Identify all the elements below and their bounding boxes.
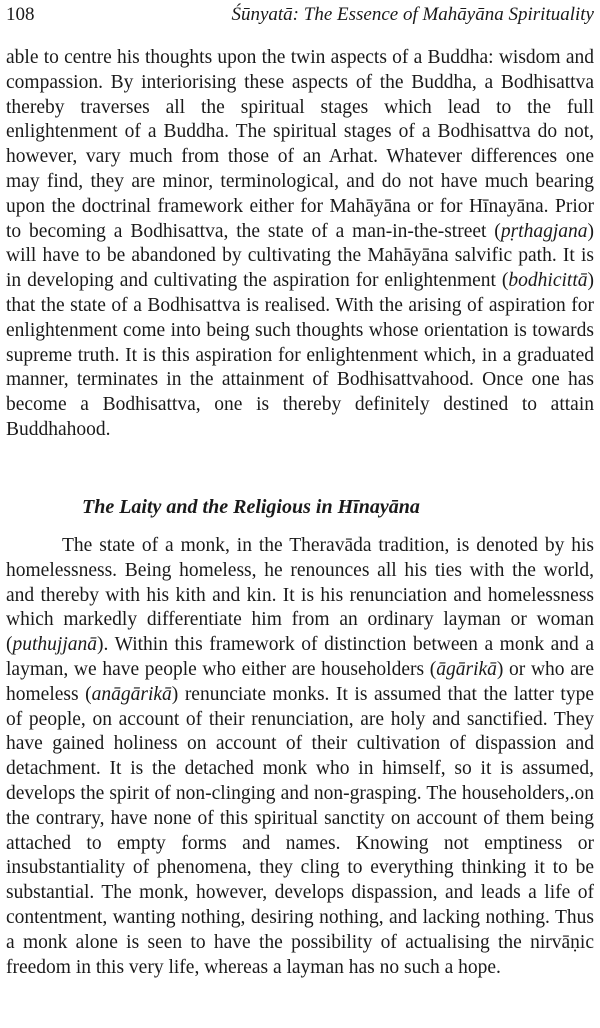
paragraph-text: ) renunciate monks. It is assumed that the latter type of people, on account of their renunciation, are holy and sanctified. They have gained holiness on account of their cultivation of dispassion and detachment. It is the detached monk who in himself, so it is assumed, develops the spirit of non-clinging and non-grasping. The householders,.on the contrary, have none of this spiritual sanctity on account of them being attached to empty forms and names. Knowing not emptiness or insubstantiality of phenomena, they cling to everything thinking it to be substantial. The monk, however, develops dispassion, and leads a life of contentment, wanting nothing, desiring nothing, and lacking nothing. Thus a monk alone is seen to have the possibility of actualising the nirvāṇic freedom in this very life, whereas a layman has no such a hope. xyxy=(6,683,594,978)
running-head xyxy=(6,3,594,27)
paragraph-text: ) or who are homeless ( xyxy=(6,658,595,705)
paragraph-monk-and-layman xyxy=(6,534,594,980)
term-puthujjana: puthujjanā xyxy=(12,634,98,656)
paragraph-text: ) that the state of a Bodhisattva is realised. With the arising of aspiration for enlightenment come into being such thoughts whose orientation is towards supreme truth. It is this aspiration for enlightenment which, in a graduated manner, terminates in the attainment of Bodhisattvahood. Once one has become a Bodhisattva, one is thereby definitely destined to attain Buddhahood. xyxy=(6,270,594,440)
section-heading: The Laity and the Religious in Hīnayāna xyxy=(82,496,420,518)
paragraph-text: The state of a monk, in the Theravāda tradition, is denoted by his homelessness. Being homeless, he renounces all his ties with the world, and thereby with his kith and kin. It is his renunciation and homelessness which markedly differentiate him from an ordinary layman or woman ( xyxy=(6,535,594,656)
paragraph-bodhisattva-stages xyxy=(6,46,594,443)
term-prthagjana: pṛthagjana xyxy=(500,220,588,242)
paragraph-text: ). Within this framework of distinction between a monk and a layman, we have people who either are householders ( xyxy=(6,634,594,680)
running-title: Śūnyatā: The Essence of Mahāyāna Spirituality xyxy=(231,4,594,25)
term-agarika: āgārikā xyxy=(436,658,497,680)
paragraph-text: ) will have to be abandoned by cultivating the Mahāyāna salvific path. It is in developing and cultivating the aspiration for enlightenment ( xyxy=(6,220,594,292)
term-bodhicitta: bodhicittā xyxy=(508,270,588,292)
paragraph-text: able to centre his thoughts upon the twin aspects of a Buddha: wisdom and compassion. By interiorising these aspects of the Buddha, a Bodhisattva thereby traverses all the spiritual stages which lead to the full enlightenment of a Buddha. The spiritual stages of a Bodhisattva do not, however, vary much from those of an Arhat. Whatever differences one may find, they are minor, terminological, and do not have much bearing upon the doctrinal framework either for Mahāyāna or for Hīnayāna. Prior to becoming a Bodhisattva, the state of a man-in-the-street ( xyxy=(6,47,594,242)
page-number: 108 xyxy=(6,4,35,25)
term-anagarika: anāgārikā xyxy=(91,683,172,705)
